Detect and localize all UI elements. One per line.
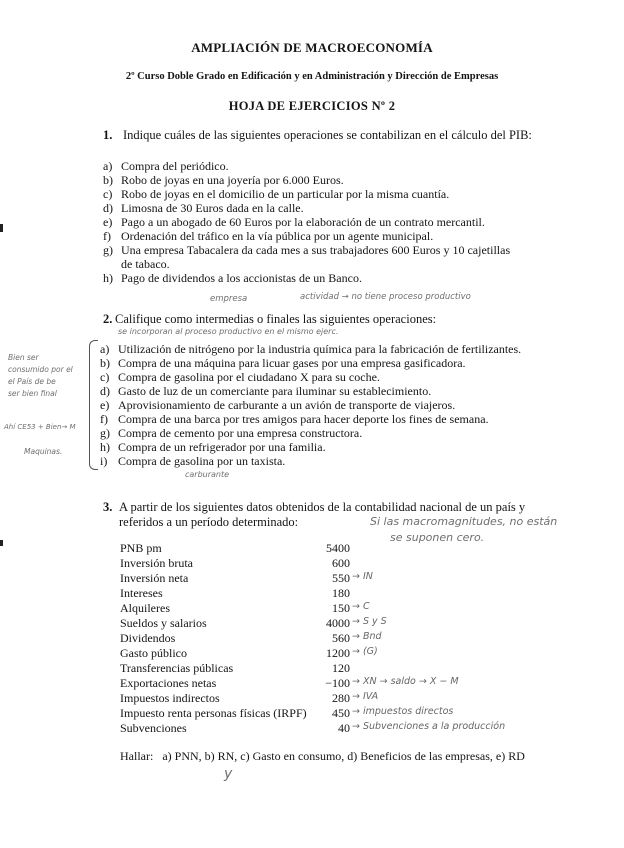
question-1 bbox=[103, 128, 532, 143]
handwritten-note-cero: se suponen cero. bbox=[390, 531, 485, 544]
list-item: g) Una empresa Tabacalera da cada mes a sus trabajadores 600 Euros y 10 cajetillas bbox=[103, 243, 511, 257]
handwritten-margin-note: Maquinas. bbox=[24, 447, 63, 456]
handwritten-note-actividad: actividad → no tiene proceso productivo bbox=[300, 292, 471, 302]
question-text: Indique cuáles de las siguientes operaciones se contabilizan en el cálculo del PIB: bbox=[123, 128, 532, 142]
handwritten-note-empresa: empresa bbox=[210, 294, 248, 304]
list-item: de tabaco. bbox=[121, 257, 170, 271]
question-text: A partir de los siguientes datos obtenidos de la contabilidad nacional de un país y bbox=[119, 500, 526, 514]
question-2 bbox=[103, 312, 436, 327]
list-item: h) Pago de dividendos a los accionistas de un Banco. bbox=[103, 271, 362, 285]
list-item: f) Ordenación del tráfico en la vía pública por un agente municipal. bbox=[103, 229, 434, 243]
handwritten-bracket bbox=[89, 340, 98, 470]
list-item: h) Compra de un refrigerador por una familia. bbox=[100, 440, 326, 454]
table-row: Alquileres 150 → C bbox=[120, 601, 370, 615]
list-item: d) Gasto de luz de un comerciante para iluminar su establecimiento. bbox=[100, 384, 432, 398]
list-item: i) Compra de gasolina por un taxista. bbox=[100, 454, 286, 468]
course-subtitle: 2º Curso Doble Grado en Edificación y en Administración y Dirección de Empresas bbox=[125, 71, 499, 82]
handwritten-margin-note: Ahí CE53 + Bien→ M bbox=[4, 423, 76, 431]
handwritten-note-proceso: se incorporan al proceso productivo en el mismo ejerc. bbox=[118, 327, 339, 336]
table-row: Impuestos indirectos 280 → IVA bbox=[120, 691, 379, 705]
question-number: 1. bbox=[103, 128, 113, 142]
question-number: 3. bbox=[103, 500, 113, 514]
table-row: Impuesto renta personas físicas (IRPF) 450 → impuestos directos bbox=[120, 706, 454, 720]
question-text: Califique como intermedias o finales las siguientes operaciones: bbox=[115, 312, 437, 326]
list-item: c) Compra de gasolina por el ciudadano X para su coche. bbox=[100, 370, 380, 384]
list-item: a) Utilización de nitrógeno por la industria química para la fabricación de fertilizantes. bbox=[100, 342, 522, 356]
table-row: Dividendos 560 → Bnd bbox=[120, 631, 382, 645]
list-item: b) Robo de joyas en una joyería por 6.000 Euros. bbox=[103, 173, 344, 187]
document-title: AMPLIACIÓN DE MACROECONOMÍA bbox=[191, 40, 433, 55]
list-item: b) Compra de una máquina para licuar gases por una empresa gasificadora. bbox=[100, 356, 466, 370]
list-item: f) Compra de una barca por tres amigos para hacer deporte los fines de semana. bbox=[100, 412, 489, 426]
list-item: e) Aprovisionamiento de carburante a un avión de transporte de viajeros. bbox=[100, 398, 456, 412]
question-text: referidos a un período determinado: bbox=[119, 515, 299, 529]
scan-edge-mark bbox=[0, 224, 3, 232]
scan-edge-mark bbox=[0, 540, 3, 546]
list-item: a) Compra del periódico. bbox=[103, 159, 229, 173]
question-1-items bbox=[103, 159, 510, 285]
list-item: g) Compra de cemento por una empresa constructora. bbox=[100, 426, 363, 440]
table-row: Sueldos y salarios 4000 → S y S bbox=[120, 616, 387, 630]
table-row: Inversión neta 550 → IN bbox=[120, 571, 373, 585]
table-row: PNB pm 5400 bbox=[120, 541, 350, 555]
list-item: d) Limosna de 30 Euros dada en la calle. bbox=[103, 201, 304, 215]
list-item: e) Pago a un abogado de 60 Euros por la elaboración de un contrato mercantil. bbox=[103, 215, 485, 229]
table-row: Intereses 180 bbox=[120, 586, 350, 600]
table-row: Exportaciones netas −100 → XN → saldo → X − M bbox=[120, 676, 459, 690]
hallar-line: Hallar: a) PNN, b) RN, c) Gasto en consumo, d) Beneficios de las empresas, e) RD bbox=[120, 749, 525, 763]
handwritten-note-y: y bbox=[224, 766, 233, 782]
table-row: Gasto público 1200 → (G) bbox=[120, 646, 378, 660]
handwritten-note-macromagnitudes: Si las macromagnitudes, no están bbox=[370, 515, 558, 528]
question-number: 2. bbox=[103, 312, 113, 326]
list-item: c) Robo de joyas en el domicilio de un particular por la misma cuantía. bbox=[103, 187, 450, 201]
table-row: Transferencias públicas 120 bbox=[120, 661, 350, 675]
handwritten-note-carburante: carburante bbox=[185, 470, 230, 479]
sheet-title: HOJA DE EJERCICIOS Nº 2 bbox=[228, 99, 396, 113]
handwritten-margin-note: Bien ser consumido por el el País de be ser bien final bbox=[8, 353, 73, 398]
table-row: Subvenciones 40 → Subvenciones a la producción bbox=[120, 721, 506, 735]
table-row: Inversión bruta 600 bbox=[120, 556, 350, 570]
question-2-items bbox=[100, 342, 521, 468]
